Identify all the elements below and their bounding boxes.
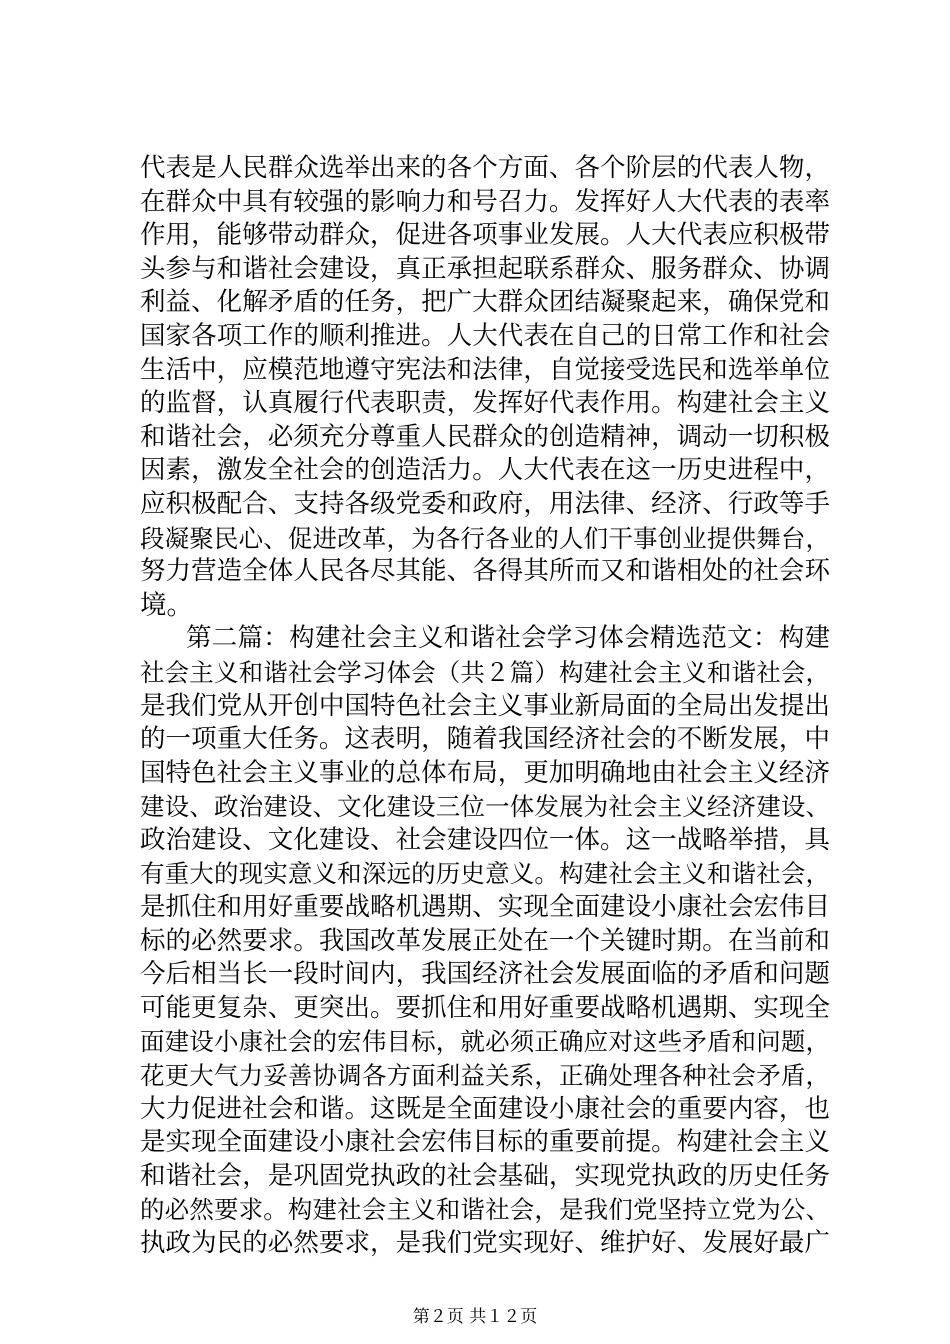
text-line: 在群众中具有较强的影响力和号召力。发挥好人大代表的表率 xyxy=(140,186,830,217)
text-line: 大力促进社会和谐。这既是全面建设小康社会的重要内容，也 xyxy=(140,1093,830,1124)
text-line: 是抓住和用好重要战略机遇期、实现全面建设小康社会宏伟目 xyxy=(140,892,830,923)
text-line: 努力营造全体人民各尽其能、各得其所而又和谐相处的社会环 xyxy=(140,556,830,587)
text-line: 执政为民的必然要求，是我们党实现好、维护好、发展好最广 xyxy=(140,1228,830,1258)
text-line: 因素，激发全社会的创造活力。人大代表在这一历史进程中， xyxy=(140,455,830,486)
text-line: 国特色社会主义事业的总体布局，更加明确地由社会主义经济 xyxy=(140,757,830,788)
text-line: 是实现全面建设小康社会宏伟目标的重要前提。构建社会主义 xyxy=(140,1127,830,1158)
text-line: 可能更复杂、更突出。要抓住和用好重要战略机遇期、实现全 xyxy=(140,992,830,1023)
text-line: 社会主义和谐社会学习体会（共２篇）构建社会主义和谐社会， xyxy=(140,657,830,687)
text-line: 段凝聚民心、促进改革，为各行各业的人们干事创业提供舞台， xyxy=(140,523,830,553)
text-line: 和谐社会，是巩固党执政的社会基础，实现党执政的历史任务 xyxy=(140,1160,830,1191)
text-line: 政治建设、文化建设、社会建设四位一体。这一战略举措，具 xyxy=(140,824,830,855)
text-line: 作用，能够带动群众，促进各项事业发展。人大代表应积极带 xyxy=(140,220,830,251)
text-line: 生活中，应模范地遵守宪法和法律，自觉接受选民和选举单位 xyxy=(140,354,830,385)
text-line: 应积极配合、支持各级党委和政府，用法律、经济、行政等手 xyxy=(140,488,830,519)
text-line: 境。 xyxy=(140,589,193,621)
section-heading-line: 第二篇：构建社会主义和谐社会学习体会精选范文：构建 xyxy=(186,623,830,654)
text-line: 面建设小康社会的宏伟目标，就必须正确应对这些矛盾和问题， xyxy=(140,1027,830,1057)
text-line: 的必然要求。构建社会主义和谐社会，是我们党坚持立党为公、 xyxy=(140,1195,830,1225)
text-line: 利益、化解矛盾的任务，把广大群众团结凝聚起来，确保党和 xyxy=(140,287,830,318)
text-line: 是我们党从开创中国特色社会主义事业新局面的全局出发提出 xyxy=(140,690,830,721)
text-line: 的一项重大任务。这表明，随着我国经济社会的不断发展，中 xyxy=(140,724,830,755)
text-line: 今后相当长一段时间内，我国经济社会发展面临的矛盾和问题 xyxy=(140,959,830,990)
text-line: 有重大的现实意义和深远的历史意义。构建社会主义和谐社会， xyxy=(140,859,830,889)
text-line: 头参与和谐社会建设，真正承担起联系群众、服务群众、协调 xyxy=(140,253,830,284)
page-footer: 第２页 共１２页 xyxy=(412,1307,538,1327)
text-line: 花更大气力妥善协调各方面利益关系，正确处理各种社会矛盾， xyxy=(140,1061,830,1091)
text-line: 和谐社会，必须充分尊重人民群众的创造精神，调动一切积极 xyxy=(140,421,830,452)
document-body xyxy=(140,152,830,1261)
text-line: 标的必然要求。我国改革发展正处在一个关键时期。在当前和 xyxy=(140,925,830,956)
text-line: 建设、政治建设、文化建设三位一体发展为社会主义经济建设、 xyxy=(140,792,830,822)
text-line: 的监督，认真履行代表职责，发挥好代表作用。构建社会主义 xyxy=(140,388,830,419)
text-line: 国家各项工作的顺利推进。人大代表在自己的日常工作和社会 xyxy=(140,320,830,351)
text-line: 代表是人民群众选举出来的各个方面、各个阶层的代表人物， xyxy=(140,153,830,183)
